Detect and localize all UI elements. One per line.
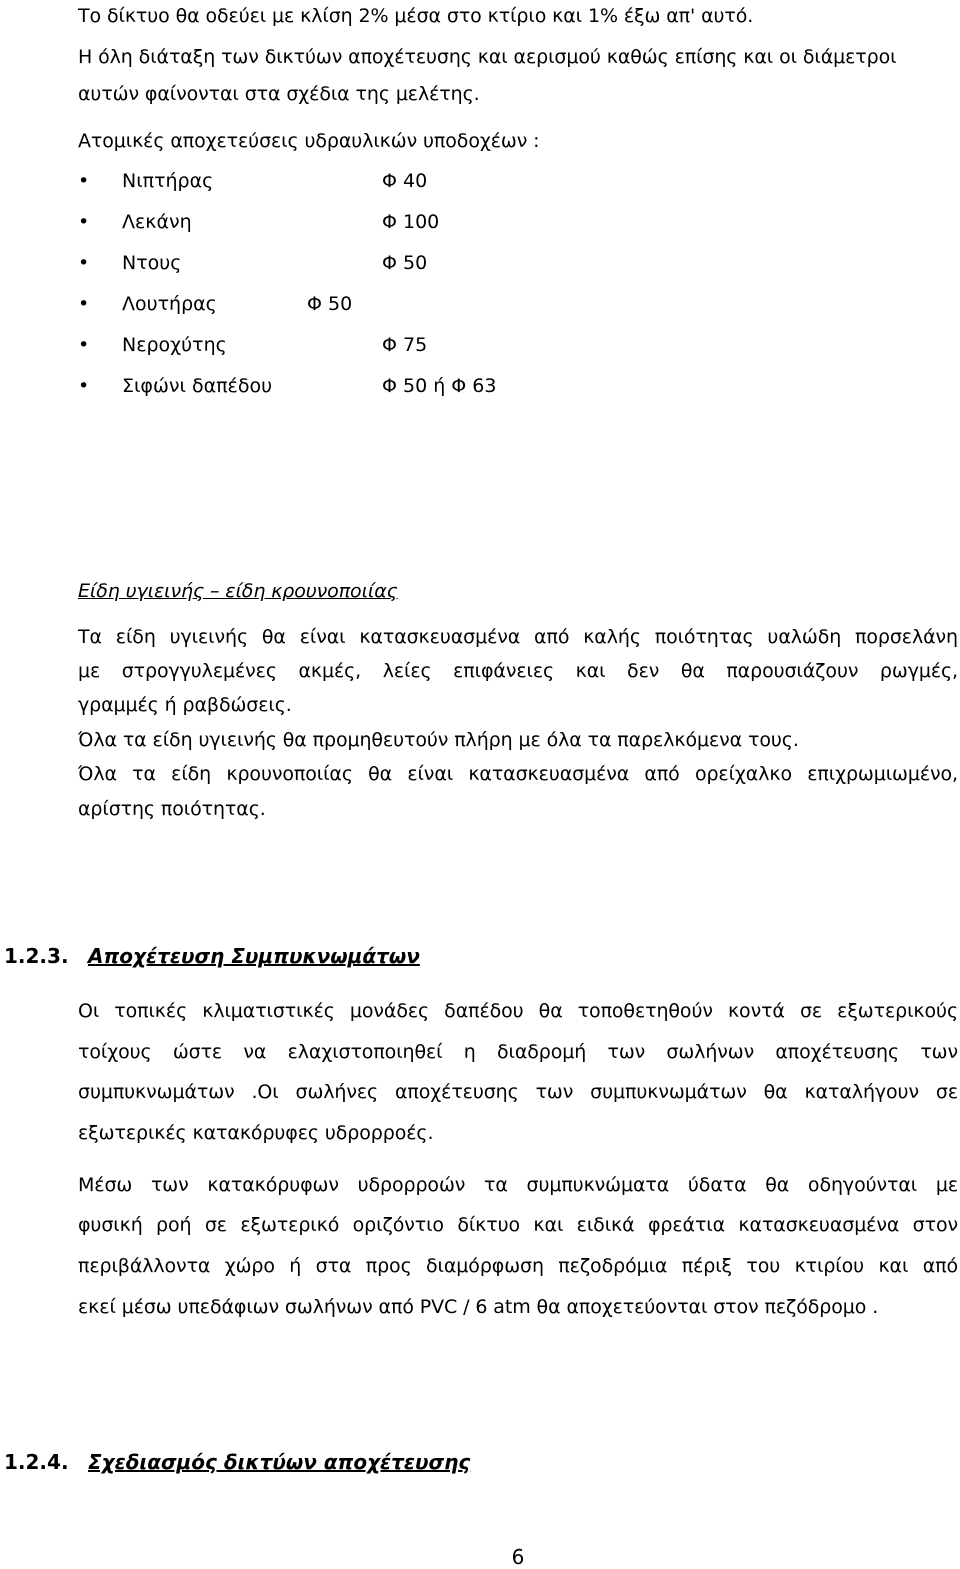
fixture-name: Ντους (122, 252, 182, 274)
condensate-p1-line-2: τοίχους ώστε να ελαχιστοποιηθεί η διαδρομή των σωλήνων αποχέτευσης των (78, 1041, 958, 1063)
layout-text-line-1: Η όλη διάταξη των δικτύων αποχέτευσης και αερισμού καθώς επίσης και οι διάμετροι (78, 46, 897, 68)
section-title: Αποχέτευση Συμπυκνωμάτων (88, 944, 420, 968)
condensate-p1-line-4: εξωτερικές κατακόρυφες υδρορροές. (78, 1122, 434, 1144)
fixture-diameter: Φ 100 (382, 211, 440, 233)
bullet-icon: • (78, 252, 90, 274)
condensate-p1-line-1: Οι τοπικές κλιματιστικές μονάδες δαπέδου θα τοποθετηθούν κοντά σε εξωτερικούς (78, 1000, 958, 1022)
bullet-icon: • (78, 170, 90, 192)
condensate-p2-line-4: εκεί μέσω υπεδάφιων σωλήνων από PVC / 6 atm θα αποχετεύονται στον πεζόδρομο . (78, 1296, 879, 1318)
fixture-diameter: Φ 40 (382, 170, 428, 192)
section-title: Σχεδιασμός δικτύων αποχέτευσης (88, 1450, 471, 1474)
fixture-diameter: Φ 50 ή Φ 63 (382, 375, 497, 397)
section-number: 1.2.3. (4, 944, 69, 968)
fixtures-heading: Ατομικές αποχετεύσεις υδραυλικών υποδοχέων : (78, 130, 540, 152)
section-number: 1.2.4. (4, 1450, 69, 1474)
fixture-name: Σιφώνι δαπέδου (122, 375, 273, 397)
fixture-name: Νιπτήρας (122, 170, 214, 192)
sanitary-p1-line-1: Τα είδη υγιεινής θα είναι κατασκευασμένα από καλής ποιότητας υαλώδη πορσελάνη (78, 626, 958, 648)
fixture-diameter: Φ 50 (382, 252, 428, 274)
bullet-icon: • (78, 293, 90, 315)
condensate-p2-line-3: περιβάλλοντα χώρο ή στα προς διαμόρφωση πεζοδρόμια πέριξ του κτιρίου και από (78, 1255, 958, 1277)
sanitary-p3-line-1: Όλα τα είδη κρουνοποιίας θα είναι κατασκευασμένα από ορείχαλκο επιχρωμιωμένο, (78, 763, 958, 785)
section-heading-1-2-4 (4, 1449, 470, 1475)
condensate-p1-line-3: συμπυκνωμάτων .Οι σωλήνες αποχέτευσης των συμπυκνωμάτων θα καταλήγουν σε (78, 1081, 958, 1103)
section-heading-1-2-3 (4, 943, 420, 969)
sanitary-title: Είδη υγιεινής – είδη κρουνοποιίας (78, 580, 398, 602)
layout-text-line-2: αυτών φαίνονται στα σχέδια της μελέτης. (78, 83, 480, 105)
page-number: 6 (511, 1545, 525, 1569)
sanitary-p2-line-1: Όλα τα είδη υγιεινής θα προμηθευτούν πλήρη με όλα τα παρελκόμενα τους. (78, 729, 799, 751)
fixture-name: Λουτήρας (122, 293, 217, 315)
bullet-icon: • (78, 375, 90, 397)
sanitary-p3-line-2: αρίστης ποιότητας. (78, 798, 266, 820)
fixture-diameter: Φ 50 (307, 293, 353, 315)
slope-text: Το δίκτυο θα οδεύει με κλίση 2% μέσα στο κτίριο και 1% έξω απ' αυτό. (78, 5, 754, 27)
condensate-p2-line-1: Μέσω των κατακόρυφων υδρορροών τα συμπυκνώματα ύδατα θα οδηγούνται με (78, 1174, 958, 1196)
fixture-name: Νεροχύτης (122, 334, 227, 356)
condensate-p2-line-2: φυσική ροή σε εξωτερικό οριζόντιο δίκτυο και ειδικά φρεάτια κατασκευασμένα στον (78, 1214, 958, 1236)
fixture-name: Λεκάνη (122, 211, 192, 233)
fixture-diameter: Φ 75 (382, 334, 428, 356)
bullet-icon: • (78, 334, 90, 356)
sanitary-p1-line-3: γραμμές ή ραβδώσεις. (78, 694, 292, 716)
sanitary-p1-line-2: με στρογγυλεμένες ακμές, λείες επιφάνειες και δεν θα παρουσιάζουν ρωγμές, (78, 660, 958, 682)
bullet-icon: • (78, 211, 90, 233)
